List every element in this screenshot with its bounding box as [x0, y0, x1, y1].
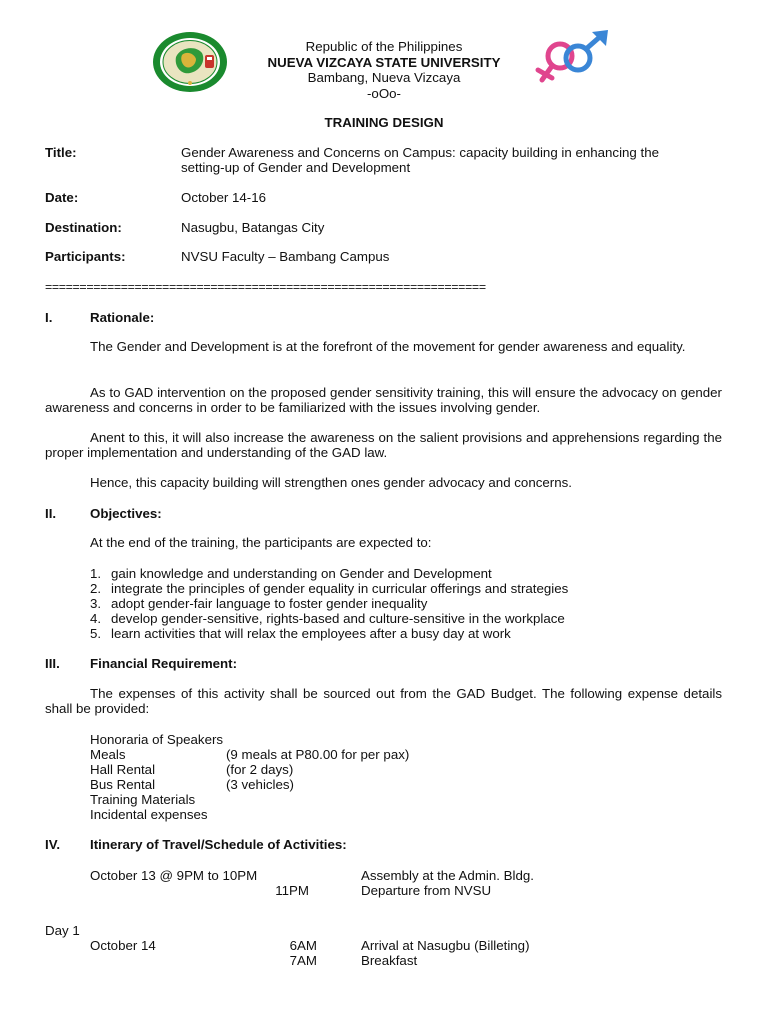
objective-item — [90, 626, 511, 641]
itinerary-date: October 14 — [90, 938, 156, 953]
objective-number: 4. — [90, 611, 102, 626]
destination-value: Nasugbu, Batangas City — [181, 220, 325, 235]
section-3-title: Financial Requirement: — [90, 656, 238, 671]
itinerary-time: 11PM — [275, 883, 309, 898]
participants-value: NVSU Faculty – Bambang Campus — [181, 249, 390, 264]
expense-name: Incidental expenses — [90, 807, 208, 822]
itinerary-activity: Breakfast — [361, 953, 418, 968]
objective-text: adopt gender-fair language to foster gender inequality — [111, 596, 428, 611]
expense-detail: (9 meals at P80.00 for per pax) — [226, 747, 410, 762]
destination-label: Destination: — [45, 220, 122, 235]
objective-item — [90, 596, 427, 611]
section-1-title: Rationale: — [90, 310, 155, 325]
title-value-line1: Gender Awareness and Concerns on Campus: capacity building in enhancing the — [181, 145, 660, 160]
rationale-paragraph-3: Anent to this, it will also increase the awareness on the salient provisions and apprehensions regarding the proper implementation and understanding of the GAD law. — [45, 430, 722, 460]
objective-item — [90, 566, 492, 581]
objective-number: 5. — [90, 626, 102, 641]
header-ornament: -oOo- — [367, 85, 401, 101]
objective-text: gain knowledge and understanding on Gender and Development — [111, 566, 492, 581]
itinerary-date: October 13 @ 9PM to 10PM — [90, 868, 258, 883]
objectives-intro: At the end of the training, the participants are expected to: — [90, 535, 432, 550]
section-3-number: III. — [45, 656, 60, 671]
itinerary-activity: Departure from NVSU — [361, 883, 492, 898]
letterhead — [200, 39, 568, 101]
itinerary-time: 6AM — [289, 938, 317, 953]
objective-text: develop gender-sensitive, rights-based and culture-sensitive in the workplace — [111, 611, 565, 626]
expense-name: Bus Rental — [90, 777, 156, 792]
participants-label: Participants: — [45, 249, 126, 264]
section-2-title: Objectives: — [90, 506, 162, 521]
objective-number: 2. — [90, 581, 102, 596]
date-value: October 14-16 — [181, 190, 267, 205]
rationale-paragraph-1: The Gender and Development is at the forefront of the movement for gender awareness and equality. — [90, 339, 686, 354]
university-location: Bambang, Nueva Vizcaya — [307, 70, 461, 85]
section-4-title: Itinerary of Travel/Schedule of Activities: — [90, 837, 347, 852]
section-4-number: IV. — [45, 837, 61, 852]
rationale-paragraph-4: Hence, this capacity building will strengthen ones gender advocacy and concerns. — [90, 475, 572, 490]
document-title: TRAINING DESIGN — [324, 115, 444, 130]
objective-item — [90, 611, 565, 626]
itinerary-activity: Assembly at the Admin. Bldg. — [361, 868, 534, 883]
title-value-line2: setting-up of Gender and Development — [181, 160, 411, 175]
expense-name: Meals — [90, 747, 126, 762]
objective-number: 3. — [90, 596, 102, 611]
expense-name: Training Materials — [90, 792, 196, 807]
objective-text: integrate the principles of gender equality in curricular offerings and strategies — [111, 581, 569, 596]
separator-line: ================================================================ — [45, 280, 486, 294]
itinerary-time: 7AM — [289, 953, 317, 968]
expense-name: Honoraria of Speakers — [90, 732, 224, 747]
objective-item — [90, 581, 568, 596]
section-2-number: II. — [45, 506, 57, 521]
objective-text: learn activities that will relax the employees after a busy day at work — [111, 626, 511, 641]
university-name: NUEVA VIZCAYA STATE UNIVERSITY — [267, 54, 501, 70]
expense-detail: (for 2 days) — [226, 762, 294, 777]
expense-detail: (3 vehicles) — [226, 777, 294, 792]
expense-name: Hall Rental — [90, 762, 156, 777]
date-label: Date: — [45, 190, 79, 205]
title-label: Title: — [45, 145, 77, 160]
day-1-label: Day 1 — [45, 923, 80, 938]
financial-intro: The expenses of this activity shall be sourced out from the GAD Budget. The following expense details shall be provided: — [45, 686, 722, 716]
section-1-number: I. — [45, 310, 53, 325]
itinerary-activity: Arrival at Nasugbu (Billeting) — [361, 938, 530, 953]
rationale-paragraph-2: As to GAD intervention on the proposed gender sensitivity training, this will ensure the advocacy on gender awareness and concerns in order to be familiarized with the issues involving gender. — [45, 385, 722, 415]
objective-number: 1. — [90, 566, 102, 581]
republic-line: Republic of the Philippines — [305, 39, 463, 54]
